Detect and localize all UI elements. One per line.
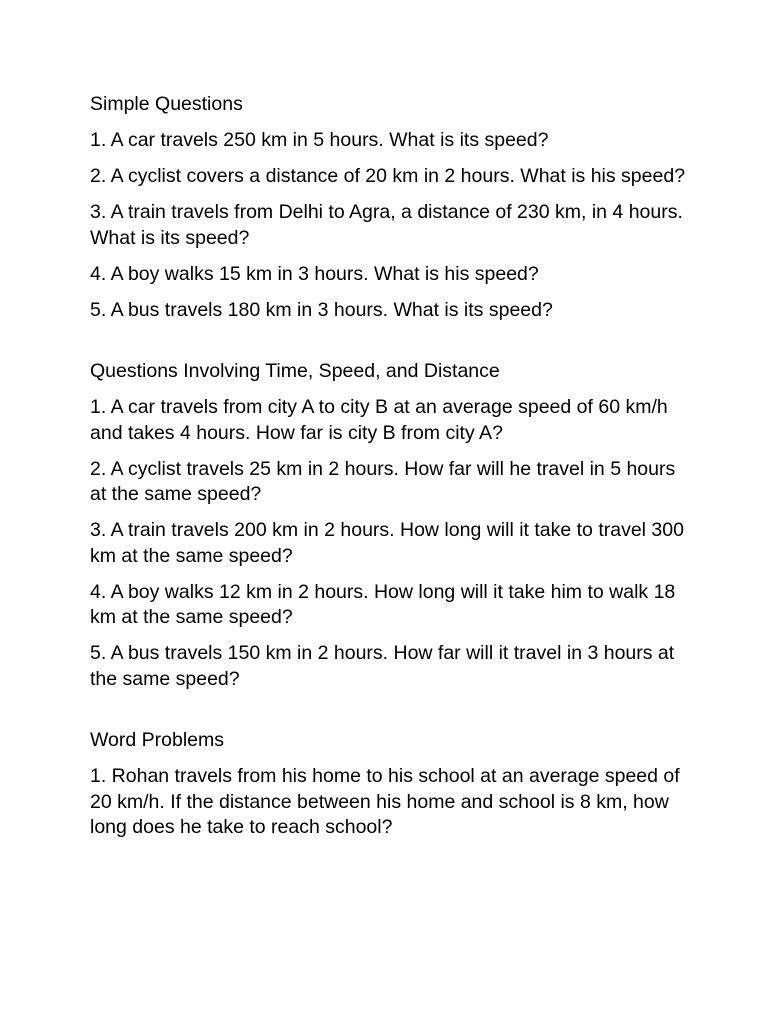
section-time-speed-distance [90, 359, 690, 692]
section-title: Simple Questions [90, 93, 243, 115]
section-simple-questions [90, 92, 690, 323]
section-title: Word Problems [90, 729, 225, 751]
section-word-problems [90, 728, 690, 841]
question-item: 5. A bus travels 150 km in 2 hours. How far will it travel in 3 hours at the same speed? [90, 642, 675, 690]
question-item: 2. A cyclist travels 25 km in 2 hours. How far will he travel in 5 hours at the same speed? [90, 457, 676, 505]
question-item: 5. A bus travels 180 km in 3 hours. What is its speed? [90, 298, 553, 321]
question-item: 4. A boy walks 15 km in 3 hours. What is his speed? [90, 262, 539, 285]
question-item: 1. Rohan travels from his home to his school at an average speed of 20 km/h. If the distance between his home and school is 8 km, how long does he take to reach school? [90, 765, 680, 838]
question-item: 1. A car travels from city A to city B at an average speed of 60 km/h and takes 4 hours. How far is city B from city A? [90, 396, 668, 444]
section-title: Questions Involving Time, Speed, and Distance [90, 360, 500, 382]
question-item: 3. A train travels 200 km in 2 hours. How long will it take to travel 300 km at the same speed? [90, 519, 684, 567]
question-item: 1. A car travels 250 km in 5 hours. What is its speed? [90, 129, 549, 151]
document-content [90, 92, 690, 877]
question-item: 2. A cyclist covers a distance of 20 km in 2 hours. What is his speed? [90, 165, 686, 187]
question-item: 3. A train travels from Delhi to Agra, a distance of 230 km, in 4 hours. What is its speed? [90, 201, 683, 249]
question-item: 4. A boy walks 12 km in 2 hours. How long will it take him to walk 18 km at the same speed? [90, 580, 676, 628]
